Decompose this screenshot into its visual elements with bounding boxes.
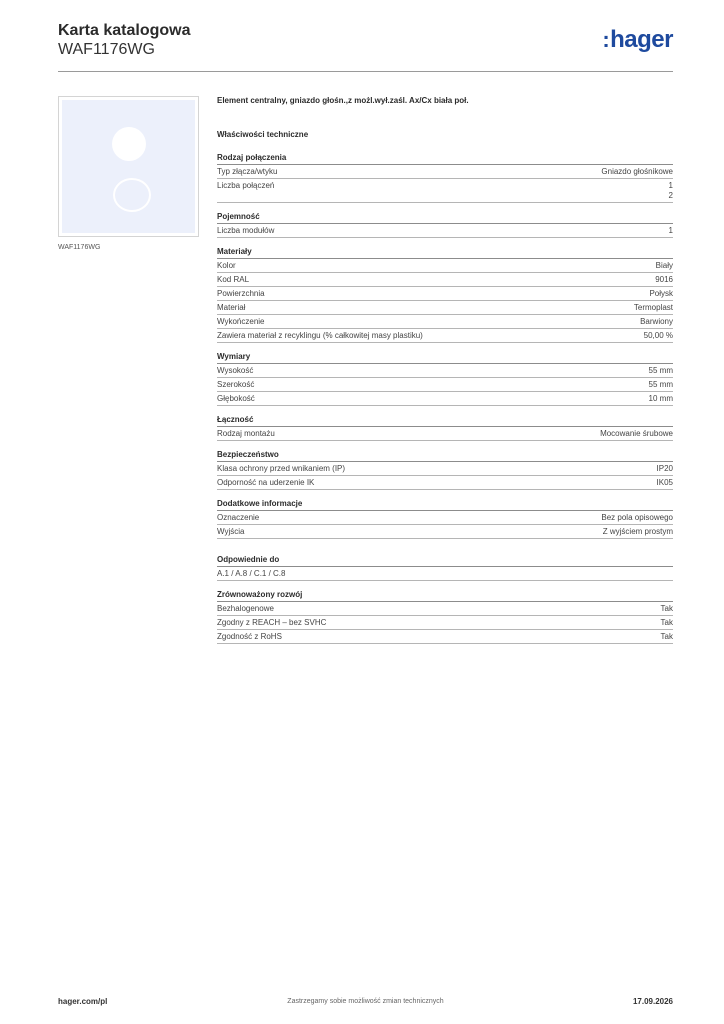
spec-label: Rodzaj montażu — [217, 429, 275, 438]
spec-value: Termoplast — [633, 303, 673, 312]
product-plate — [62, 100, 195, 233]
product-details — [217, 96, 673, 653]
section-suitable — [217, 555, 673, 581]
footer-website-link[interactable]: hager.com/pl — [58, 997, 108, 1006]
spec-value: Bez pola opisowego — [601, 513, 673, 522]
section-title: Bezpieczeństwo — [217, 450, 673, 462]
section-title: Rodzaj połączenia — [217, 153, 673, 165]
spec-value: 55 mm — [648, 366, 673, 375]
spec-label: Liczba modułów — [217, 226, 275, 235]
hager-logo: :hager — [602, 26, 673, 53]
image-caption: WAF1176WG — [58, 244, 101, 251]
spec-label: Typ złącza/wtyku — [217, 167, 278, 176]
spec-row — [217, 364, 673, 378]
spec-row — [217, 616, 673, 630]
section-sustainability — [217, 590, 673, 644]
section-dimensions — [217, 352, 673, 406]
spec-label: Liczba połączeń — [217, 181, 275, 190]
product-description: Element centralny, gniazdo głośn.,z możl.wył.zaśl. Ax/Cx biała poł. — [217, 96, 469, 105]
spec-value: Gniazdo głośnikowe — [601, 167, 673, 176]
spec-value-line: 1 — [668, 181, 673, 190]
spec-row — [217, 476, 673, 490]
spec-row — [217, 462, 673, 476]
section-safety — [217, 450, 673, 490]
spec-label: Zgodność z RoHS — [217, 632, 282, 641]
spec-label: Głębokość — [217, 394, 255, 403]
footer-date: 17.09.2026 — [632, 997, 673, 1006]
spec-value: Tak — [660, 604, 673, 613]
spec-label: Powierzchnia — [217, 289, 265, 298]
spec-label: Zawiera materiał z recyklingu (% całkowitej masy plastiku) — [217, 331, 423, 340]
spec-value: 50,00 % — [643, 331, 673, 340]
section-mounting — [217, 415, 673, 441]
spec-label: Wykończenie — [217, 317, 265, 326]
spec-row — [217, 392, 673, 406]
spec-row — [217, 165, 673, 179]
section-title: Materiały — [217, 247, 673, 259]
spec-label: A.1 / A.8 / C.1 / C.8 — [217, 569, 286, 578]
spec-value — [669, 181, 673, 201]
section-additional — [217, 499, 673, 539]
section-title: Odpowiednie do — [217, 555, 673, 567]
spec-row — [217, 329, 673, 343]
spec-row — [217, 273, 673, 287]
spec-label: Bezhalogenowe — [217, 604, 274, 613]
spec-value: Tak — [660, 632, 673, 641]
document-title: Karta katalogowa — [58, 22, 191, 39]
spec-label: Materiał — [217, 303, 246, 312]
spec-value: 10 mm — [648, 394, 673, 403]
header-divider — [58, 71, 673, 72]
spec-row — [217, 287, 673, 301]
spec-row — [217, 301, 673, 315]
spec-row — [217, 630, 673, 644]
spec-label: Kolor — [217, 261, 236, 270]
section-title: Pojemność — [217, 212, 673, 224]
spec-value: Z wyjściem prostym — [602, 527, 673, 536]
spec-label: Odporność na uderzenie IK — [217, 478, 315, 487]
spec-row — [217, 525, 673, 539]
section-title: Łączność — [217, 415, 673, 427]
footer-notice: Zastrzegamy sobie możliwość zmian technicznych — [287, 998, 444, 1005]
logo-text: hager — [610, 26, 673, 53]
plate-socket-ring — [113, 178, 151, 212]
spec-label: Klasa ochrony przed wnikaniem (IP) — [217, 464, 346, 473]
spec-value: IK05 — [656, 478, 673, 487]
section-capacity — [217, 212, 673, 238]
spec-row — [217, 315, 673, 329]
spec-value: IP20 — [656, 464, 673, 473]
spec-row — [217, 179, 673, 203]
spec-value: Biały — [655, 261, 673, 270]
section-title: Zrównoważony rozwój — [217, 590, 673, 602]
spec-row — [217, 511, 673, 525]
spec-value-line: 2 — [668, 191, 673, 200]
spec-value: 9016 — [655, 275, 673, 284]
spec-row — [217, 602, 673, 616]
spec-value: Tak — [660, 618, 673, 627]
spec-label: Wyjścia — [217, 527, 245, 536]
spec-label: Zgodny z REACH – bez SVHC — [217, 618, 327, 627]
properties-heading: Właściwości techniczne — [217, 130, 309, 139]
section-title: Wymiary — [217, 352, 673, 364]
product-image — [58, 96, 199, 237]
plate-opening — [112, 127, 146, 161]
section-title: Dodatkowe informacje — [217, 499, 673, 511]
section-materials — [217, 247, 673, 343]
spec-value: 55 mm — [648, 380, 673, 389]
spec-row — [217, 224, 673, 238]
spec-value: Barwiony — [640, 317, 673, 326]
spec-label: Szerokość — [217, 380, 255, 389]
spec-row — [217, 427, 673, 441]
section-connection — [217, 153, 673, 203]
spec-label: Wysokość — [217, 366, 254, 375]
spec-label: Kod RAL — [217, 275, 250, 284]
page-header — [58, 22, 673, 64]
spec-row — [217, 567, 673, 581]
spec-label: Oznaczenie — [217, 513, 260, 522]
spec-value: Mocowanie śrubowe — [600, 429, 673, 438]
spec-row — [217, 259, 673, 273]
product-code: WAF1176WG — [58, 41, 155, 58]
spec-row — [217, 378, 673, 392]
spec-value: Połysk — [649, 289, 673, 298]
spec-value: 1 — [668, 226, 673, 235]
